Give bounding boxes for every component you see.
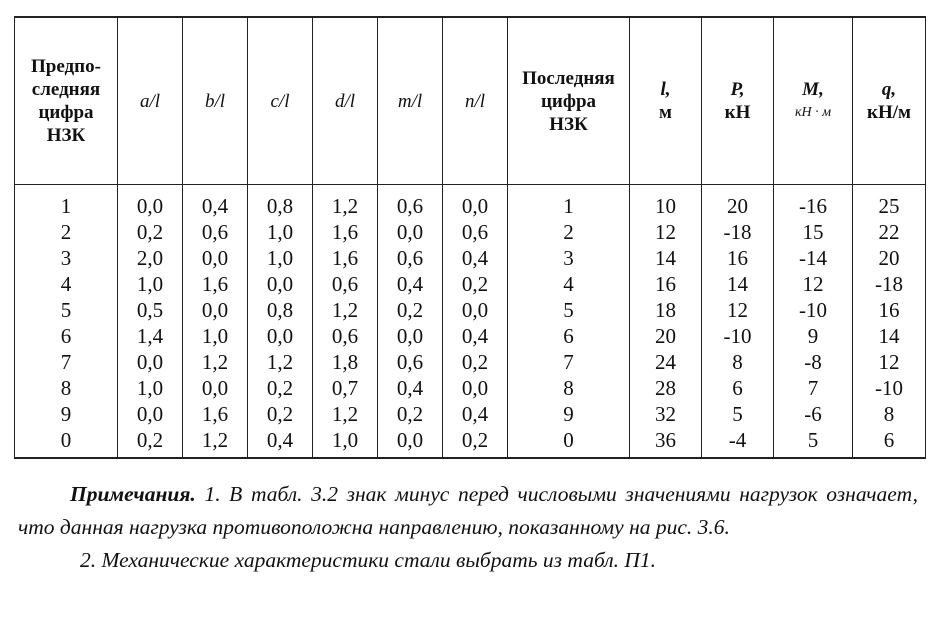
table-cell: 1,0 bbox=[183, 323, 248, 349]
table-cell: 0,6 bbox=[183, 219, 248, 245]
table-cell: 0,0 bbox=[443, 297, 508, 323]
table-cell: 0,0 bbox=[183, 245, 248, 271]
table-cell: 25 bbox=[853, 185, 926, 220]
table-cell: -10 bbox=[702, 323, 774, 349]
header-text: НЗК bbox=[46, 125, 86, 146]
table-cell: 0,2 bbox=[248, 401, 313, 427]
table-cell: 1,2 bbox=[313, 401, 378, 427]
table-cell: 0,4 bbox=[378, 271, 443, 297]
header-length bbox=[630, 17, 702, 185]
table-cell: 8 bbox=[702, 349, 774, 375]
table-cell: 9 bbox=[15, 401, 118, 427]
table-cell: 3 bbox=[508, 245, 630, 271]
table-cell: 0,0 bbox=[248, 271, 313, 297]
table-cell: 1,0 bbox=[313, 427, 378, 458]
header-text: Последняя bbox=[522, 67, 615, 89]
header-last-digit bbox=[508, 17, 630, 185]
table-cell: 7 bbox=[774, 375, 853, 401]
header-moment bbox=[774, 17, 853, 185]
table-cell: 9 bbox=[508, 401, 630, 427]
table-cell: 0,4 bbox=[443, 245, 508, 271]
notes bbox=[18, 478, 918, 577]
table-cell: 0,6 bbox=[443, 219, 508, 245]
note-1-text: 1. В табл. 3.2 знак минус перед числовыми значениями нагрузок означает, что данная нагрузка противоположна направлению, показанному на рис. 3.6. bbox=[18, 482, 919, 539]
table-cell: 1,2 bbox=[248, 349, 313, 375]
table-cell: 0,2 bbox=[248, 375, 313, 401]
table-cell: 1,0 bbox=[248, 245, 313, 271]
table-cell: 9 bbox=[774, 323, 853, 349]
table-cell: -18 bbox=[853, 271, 926, 297]
notes-title: Примечания. bbox=[70, 482, 196, 506]
table-cell: 1,6 bbox=[313, 219, 378, 245]
table-cell: 0,6 bbox=[313, 323, 378, 349]
table-row bbox=[15, 297, 926, 323]
table-cell: 0,4 bbox=[183, 185, 248, 220]
table-cell: 8 bbox=[508, 375, 630, 401]
table-cell: 32 bbox=[630, 401, 702, 427]
header-text: следняя bbox=[31, 79, 101, 100]
table-cell: 6 bbox=[702, 375, 774, 401]
table-cell: 5 bbox=[15, 297, 118, 323]
header-text: Предпо- bbox=[31, 56, 101, 77]
table-cell: 5 bbox=[702, 401, 774, 427]
table-cell: 22 bbox=[853, 219, 926, 245]
header-force bbox=[702, 17, 774, 185]
table-cell: 0,0 bbox=[183, 297, 248, 323]
header-n-ratio: n/l bbox=[443, 17, 508, 185]
table-cell: 3 bbox=[15, 245, 118, 271]
table-cell: 0,2 bbox=[118, 219, 183, 245]
table-cell: 5 bbox=[508, 297, 630, 323]
table-cell: 7 bbox=[508, 349, 630, 375]
table-cell: -6 bbox=[774, 401, 853, 427]
table-cell: 1,6 bbox=[183, 401, 248, 427]
table-header-row bbox=[15, 17, 926, 185]
table-cell: 6 bbox=[508, 323, 630, 349]
table-cell: 0,0 bbox=[118, 401, 183, 427]
header-unit: м bbox=[659, 102, 672, 123]
table-row bbox=[15, 427, 926, 458]
header-symbol: l, bbox=[660, 79, 671, 100]
table-cell: 16 bbox=[630, 271, 702, 297]
table-row bbox=[15, 323, 926, 349]
header-text: цифра bbox=[540, 90, 597, 112]
table-cell: 7 bbox=[15, 349, 118, 375]
table-cell: 2,0 bbox=[118, 245, 183, 271]
table-cell: 0,8 bbox=[248, 185, 313, 220]
header-symbol: M, bbox=[802, 79, 824, 100]
table-cell: 4 bbox=[15, 271, 118, 297]
table-cell: 0,2 bbox=[118, 427, 183, 458]
header-distributed-load bbox=[853, 17, 926, 185]
header-prev-digit bbox=[15, 17, 118, 185]
table-cell: 28 bbox=[630, 375, 702, 401]
table-cell: 12 bbox=[702, 297, 774, 323]
table-cell: 0,0 bbox=[183, 375, 248, 401]
table-cell: 16 bbox=[702, 245, 774, 271]
table-cell: 0,0 bbox=[378, 427, 443, 458]
table-row bbox=[15, 271, 926, 297]
header-a-ratio: a/l bbox=[118, 17, 183, 185]
table-cell: 12 bbox=[853, 349, 926, 375]
table-row bbox=[15, 219, 926, 245]
table-cell: 8 bbox=[853, 401, 926, 427]
loads-table bbox=[14, 16, 926, 459]
table-cell: 1,0 bbox=[118, 271, 183, 297]
table-cell: 4 bbox=[508, 271, 630, 297]
table-cell: 1 bbox=[15, 185, 118, 220]
table-cell: 0 bbox=[15, 427, 118, 458]
table-cell: 18 bbox=[630, 297, 702, 323]
table-cell: 0,8 bbox=[248, 297, 313, 323]
table-cell: 0,2 bbox=[378, 297, 443, 323]
table-cell: 0 bbox=[508, 427, 630, 458]
table-row bbox=[15, 349, 926, 375]
table-cell: 36 bbox=[630, 427, 702, 458]
table-cell: 20 bbox=[630, 323, 702, 349]
table-cell: 0,4 bbox=[248, 427, 313, 458]
table-cell: 12 bbox=[630, 219, 702, 245]
table-cell: 14 bbox=[630, 245, 702, 271]
table-cell: 20 bbox=[853, 245, 926, 271]
table-cell: 0,4 bbox=[378, 375, 443, 401]
table-cell: 12 bbox=[774, 271, 853, 297]
table-cell: 0,0 bbox=[443, 375, 508, 401]
table-cell: 0,6 bbox=[378, 245, 443, 271]
header-text: НЗК bbox=[549, 113, 588, 135]
table-cell: 20 bbox=[702, 185, 774, 220]
table-cell: 15 bbox=[774, 219, 853, 245]
table-cell: 24 bbox=[630, 349, 702, 375]
table-cell: 0,0 bbox=[443, 185, 508, 220]
table-cell: 1,0 bbox=[248, 219, 313, 245]
header-d-ratio: d/l bbox=[313, 17, 378, 185]
header-symbol: q, bbox=[881, 79, 897, 100]
table-cell: 0,7 bbox=[313, 375, 378, 401]
note-1 bbox=[18, 478, 918, 544]
table-cell: 0,0 bbox=[378, 219, 443, 245]
header-unit: кН/м bbox=[867, 102, 911, 123]
table-row bbox=[15, 375, 926, 401]
header-unit: кН bbox=[724, 102, 751, 123]
table-cell: 0,2 bbox=[378, 401, 443, 427]
table-cell: 1,8 bbox=[313, 349, 378, 375]
table-cell: 6 bbox=[15, 323, 118, 349]
table-cell: 0,4 bbox=[443, 401, 508, 427]
table-cell: 1,2 bbox=[313, 185, 378, 220]
table-cell: 10 bbox=[630, 185, 702, 220]
table-cell: -16 bbox=[774, 185, 853, 220]
table-body bbox=[15, 185, 926, 459]
table-cell: 0,6 bbox=[378, 185, 443, 220]
table-row bbox=[15, 185, 926, 220]
header-m-ratio: m/l bbox=[378, 17, 443, 185]
table-row bbox=[15, 245, 926, 271]
table-cell: 1,2 bbox=[183, 427, 248, 458]
table-cell: 14 bbox=[853, 323, 926, 349]
table-cell: 2 bbox=[15, 219, 118, 245]
table-cell: 14 bbox=[702, 271, 774, 297]
table-cell: 5 bbox=[774, 427, 853, 458]
table-cell: 0,2 bbox=[443, 271, 508, 297]
header-b-ratio: b/l bbox=[183, 17, 248, 185]
table-cell: 0,0 bbox=[248, 323, 313, 349]
table-cell: 0,6 bbox=[378, 349, 443, 375]
table-cell: 1,0 bbox=[118, 375, 183, 401]
table-cell: 0,2 bbox=[443, 349, 508, 375]
table-cell: 0,6 bbox=[313, 271, 378, 297]
table-cell: 1,6 bbox=[313, 245, 378, 271]
table-cell: -18 bbox=[702, 219, 774, 245]
table-cell: -10 bbox=[853, 375, 926, 401]
table-cell: 16 bbox=[853, 297, 926, 323]
table-cell: -14 bbox=[774, 245, 853, 271]
table-cell: 0,4 bbox=[443, 323, 508, 349]
header-text: цифра bbox=[38, 102, 94, 123]
note-2: 2. Механические характеристики стали выбрать из табл. П1. bbox=[80, 548, 657, 572]
table-cell: -4 bbox=[702, 427, 774, 458]
table-cell: 0,5 bbox=[118, 297, 183, 323]
table-cell: 6 bbox=[853, 427, 926, 458]
header-unit: кН · м bbox=[794, 105, 832, 120]
table-cell: 1,2 bbox=[313, 297, 378, 323]
header-c-ratio: c/l bbox=[248, 17, 313, 185]
table-cell: 0,0 bbox=[118, 185, 183, 220]
table-cell: 1 bbox=[508, 185, 630, 220]
table-cell: 1,4 bbox=[118, 323, 183, 349]
table-cell: -8 bbox=[774, 349, 853, 375]
table-row bbox=[15, 401, 926, 427]
table-cell: 0,2 bbox=[443, 427, 508, 458]
table-cell: 0,0 bbox=[378, 323, 443, 349]
header-symbol: P, bbox=[730, 79, 745, 100]
table-cell: 1,2 bbox=[183, 349, 248, 375]
table-cell: 1,6 bbox=[183, 271, 248, 297]
table-cell: 0,0 bbox=[118, 349, 183, 375]
table-cell: 2 bbox=[508, 219, 630, 245]
table-cell: -10 bbox=[774, 297, 853, 323]
table-cell: 8 bbox=[15, 375, 118, 401]
